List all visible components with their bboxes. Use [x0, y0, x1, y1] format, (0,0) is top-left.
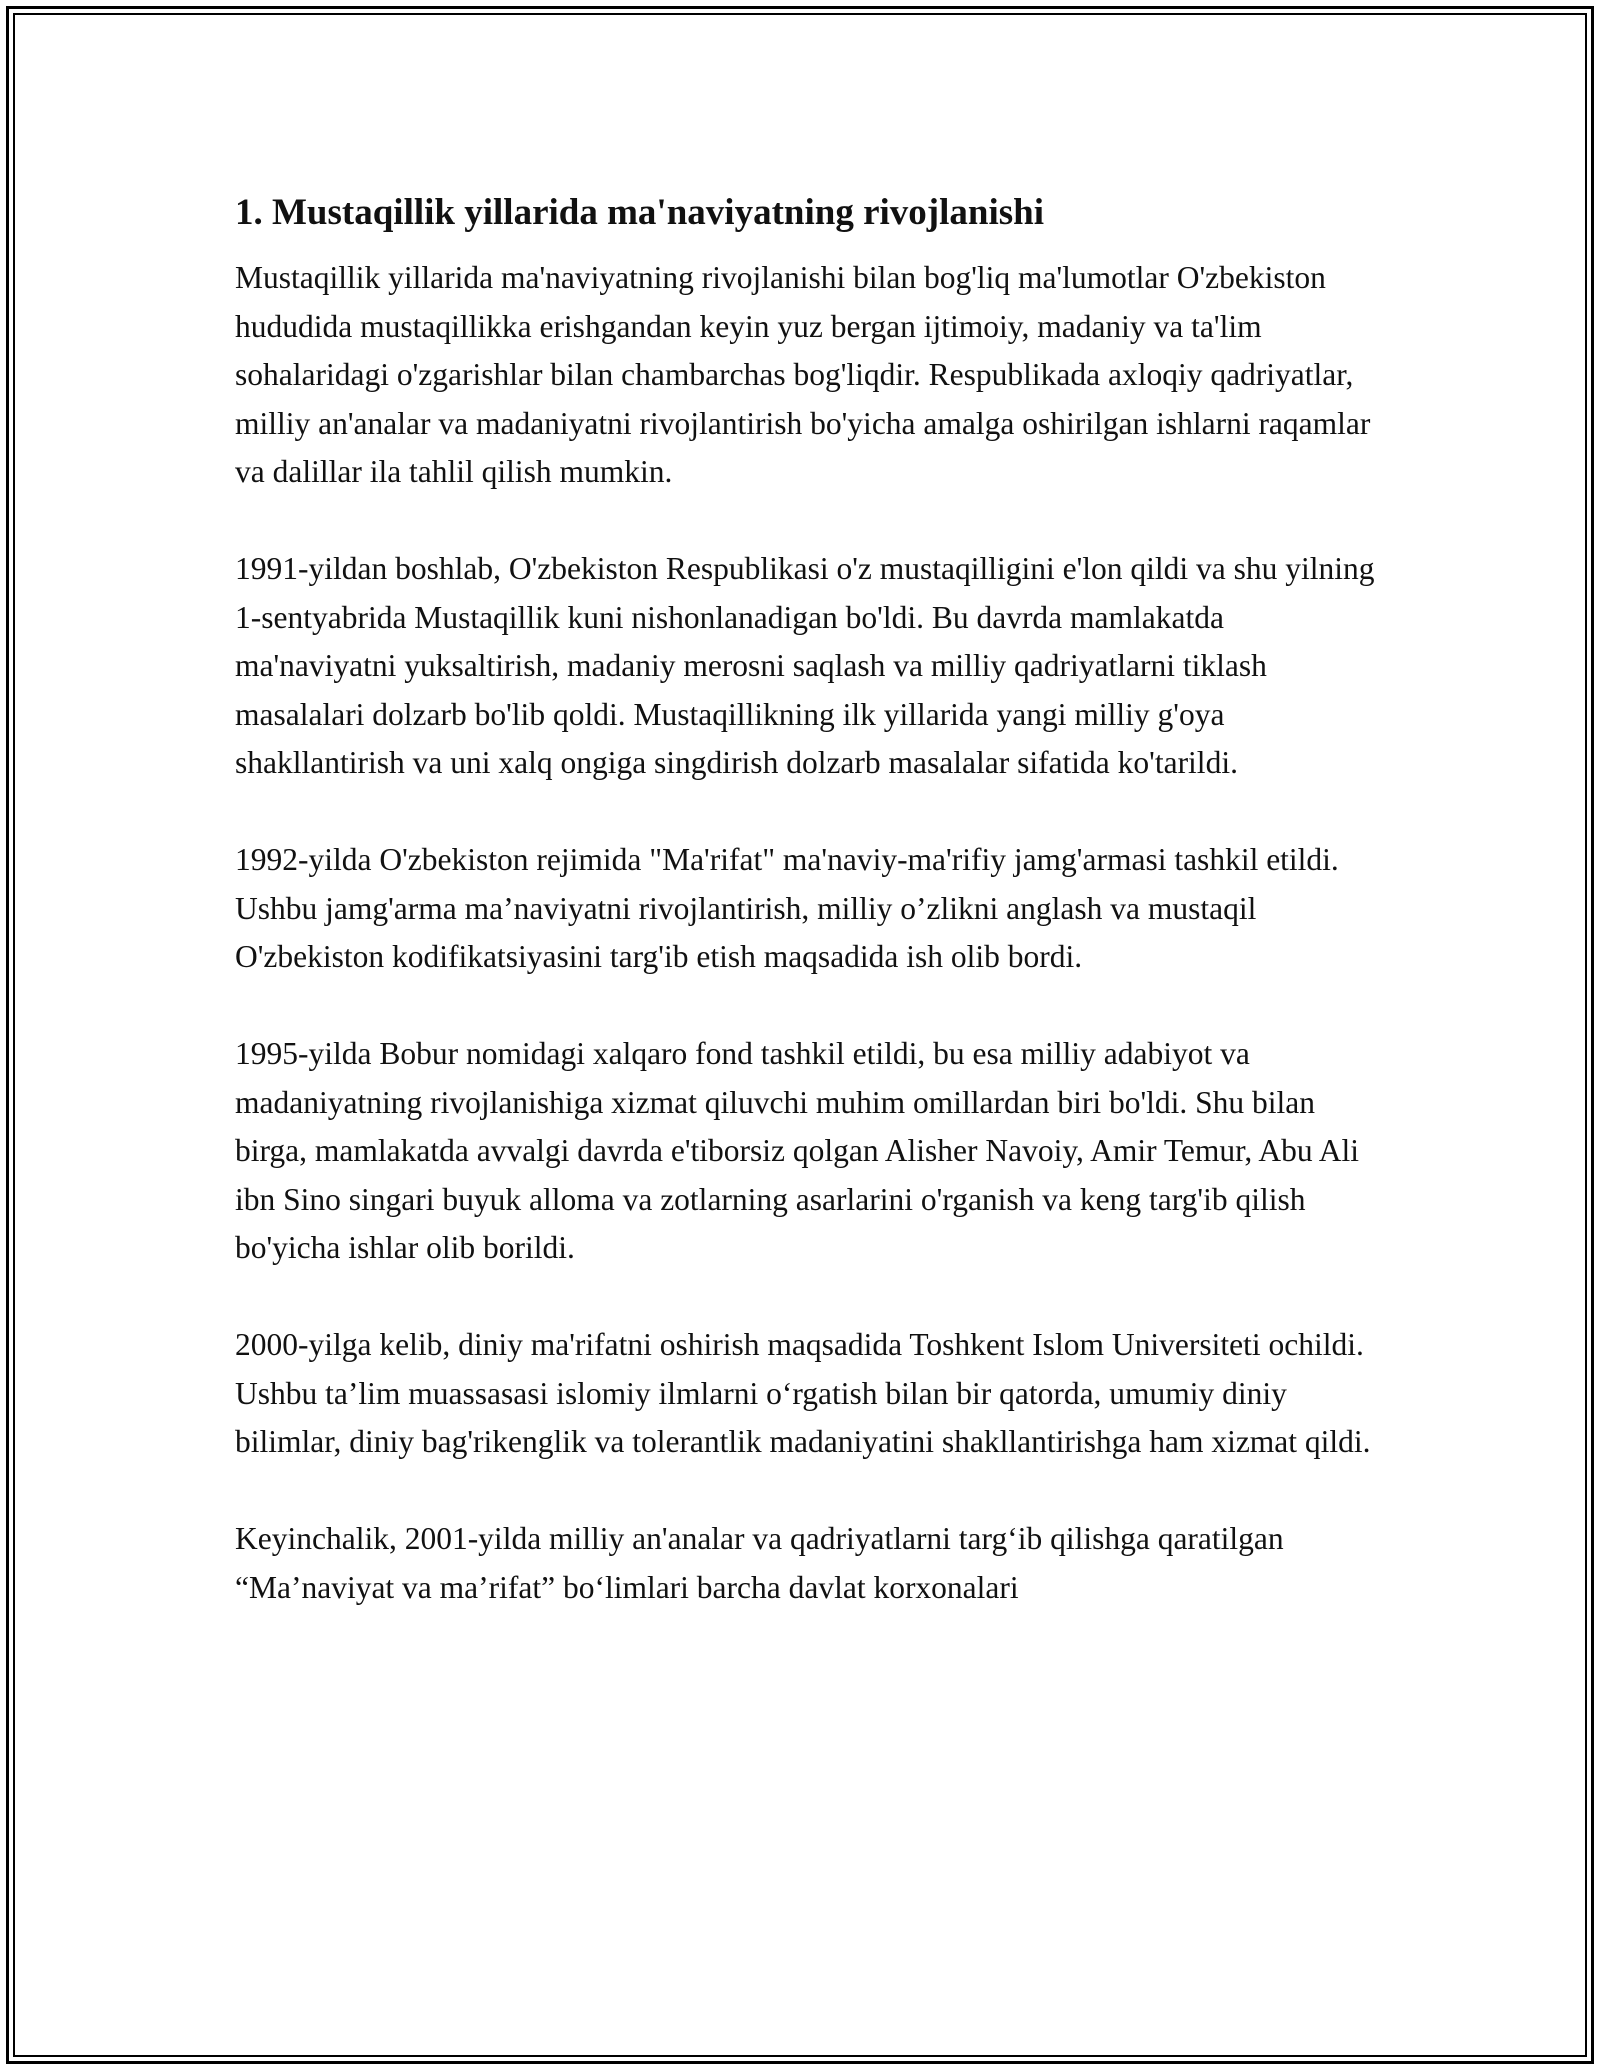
- paragraph-1: Mustaqillik yillarida ma'naviyatning rivojlanishi bilan bog'liq ma'lumotlar O'zbekiston hududida mustaqillikka erishgandan keyin yuz bergan ijtimoiy, madaniy va ta'lim sohalaridagi o'zgarishlar bilan chambarchas bog'liqdir. Respublikada axloqiy qadriyatlar, milliy an'analar va madaniyatni rivojlantirish bo'yicha amalga oshirilgan ishlarni raqamlar va dalillar ila tahlil qilish mumkin.: [235, 260, 1371, 489]
- section-heading: 1. Mustaqillik yillarida ma'naviyatning rivojlanishi: [235, 192, 1044, 233]
- paragraph-2: 1991-yildan boshlab, O'zbekiston Respublikasi o'z mustaqilligini e'lon qildi va shu yilning 1-sentyabrida Mustaqillik kuni nishonlanadigan bo'ldi. Bu davrda mamlakatda ma'naviyatni yuksaltirish, madaniy merosni saqlash va milliy qadriyatlarni tiklash masalalari dolzarb bo'lib qoldi. Mustaqillikning ilk yillarida yangi milliy g'oya shakllantirish va uni xalq ongiga singdirish dolzarb masalalar sifatida ko'tarildi.: [235, 551, 1375, 780]
- document-body: [235, 188, 1375, 1661]
- paragraph-4: 1995-yilda Bobur nomidagi xalqaro fond tashkil etildi, bu esa milliy adabiyot va madaniyatning rivojlanishiga xizmat qiluvchi muhim omillardan biri bo'ldi. Shu bilan birga, mamlakatda avvalgi davrda e'tiborsiz qolgan Alisher Navoiy, Amir Temur, Abu Ali ibn Sino singari buyuk alloma va zotlarning asarlarini o'rganish va keng targ'ib qilish bo'yicha ishlar olib borildi.: [235, 1036, 1360, 1265]
- paragraph-3: 1992-yilda O'zbekiston rejimida "Ma'rifat" ma'naviy-ma'rifiy jamg'armasi tashkil etildi. Ushbu jamg'arma ma’naviyatni rivojlantirish, milliy o’zlikni anglash va mustaqil O'zbekiston kodifikatsiyasini targ'ib etish maqsadida ish olib bordi.: [235, 842, 1339, 974]
- paragraph-5: 2000-yilga kelib, diniy ma'rifatni oshirish maqsadida Toshkent Islom Universiteti ochildi. Ushbu ta’lim muassasasi islomiy ilmlarni o‘rgatish bilan bir qatorda, umumiy diniy bilimlar, diniy bag'rikenglik va tolerantlik madaniyatini shakllantirishga ham xizmat qildi.: [235, 1327, 1371, 1459]
- paragraph-6: Keyinchalik, 2001-yilda milliy an'analar va qadriyatlarni targ‘ib qilishga qaratilgan “Ma’naviyat va ma’rifat” bo‘limlari barcha davlat korxonalari: [235, 1521, 1284, 1605]
